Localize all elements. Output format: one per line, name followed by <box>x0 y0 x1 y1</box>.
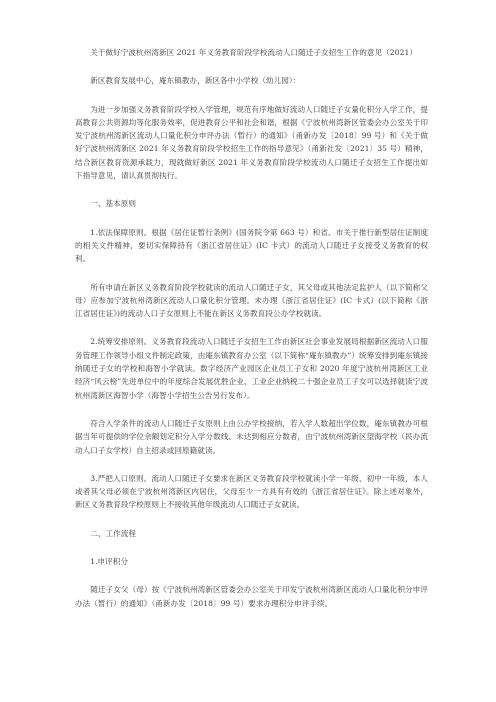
addressee: 新区教育发展中心，庵东镇教办，新区各中小学校（幼儿园）： <box>90 76 301 86</box>
intro-paragraph: 为进一步加强义务教育阶段学校入学管理，规范有序地做好流动人口随迁子女量化积分入学工作，提高教育公共资源均等化服务效率，促进教育公平和社会和谐，根据《宁波杭州湾新区管委会办公室关于印发宁波杭州湾新区流动人口量化积分申评办法（暂行）的通知》（甬新办发〔2018〕99 号）和《关于做好宁波杭州湾新区 2021 年义务教育阶段学校招生工作的指导意见》（甬新社发〔2021〕35 号）精神，结合新区教育资源承载力，现就做好新区 2021 年义务教育阶段学校流动人口随迁子女招生工作提出如下指导意见，请认真贯彻执行。 <box>75 104 428 181</box>
section-heading-basic-principles: 一、基本原则 <box>90 199 137 209</box>
document-title: 关于做好宁波杭州湾新区 2021 年义务教育阶段学校流动人口随迁子女招生工作的意见（2021） <box>90 48 417 57</box>
section-heading-workflow: 二、工作流程 <box>90 528 137 538</box>
principle-3-paragraph: 3.严把入口原则。流动人口随迁子女要求在新区义务教育段学校就读小学一年级、初中一年级，本人或者其父母必须在宁波杭州湾新区内居住，父母至少一方具有有效的《浙江省居住证》。除上述对象外，新区义务教育段学校原则上不接收其他年级流动人口随迁子女就读。 <box>75 473 428 510</box>
principle-1-detail-paragraph: 所有申请在新区义务教育阶段学校就读的流动人口随迁子女，其父母或其他法定监护人（以下简称父母）应参加宁波杭州湾新区流动人口量化积分管理。未办理《浙江省居住证》(IC 卡式）(以下简称《浙江省居住证》)的流动人口子女原则上不能在新区义务教育段公办学校就读。 <box>75 282 428 319</box>
step-1-paragraph: 随迁子女父（母）按《宁波杭州湾新区管委会办公室关于印发宁波杭州湾新区流动人口量化积分申评办法（暂行）的通知》（甬新办发〔2018〕99 号）要求办理积分申评手续。 <box>75 585 428 608</box>
principle-2-paragraph: 2.统筹安排原则。义务教育段流动人口随迁子女招生工作由新区社会事业发展局根据新区流动人口服务管理工作领导小组文件制定政策，由庵东镇教育办公室（以下简称“庵东镇教办”）统筹安排到庵东镇接纳随迁子女的学校和海智小学就读。数字经济产业园区企业员工子女和 2020 年度宁波杭州湾新区工业经济“风云榜”先进单位中的年度综合发展优胜企业、工业企业纳税二十强企业员工子女可以选择就读宁波杭州湾新区海智小学（海智小学招生公告另行发布）。 <box>75 337 428 400</box>
principle-2-detail-paragraph: 符合入学条件的流动人口随迁子女原则上由公办学校接纳，若入学人数超出学位数，庵东镇教办可根据当年可提供的学位余额划定积分入学分数线。未达到相应分数者，由宁波杭州湾新区望海学校（民办流动人口子女学校）自主招录或回原籍就读。 <box>75 418 428 455</box>
step-1-heading: 1.申评积分 <box>90 557 129 567</box>
document-body <box>75 46 428 625</box>
principle-1-paragraph: 1.依法保障原则。根据《居住证暂行条例》(国务院令第 663 号）和省、市关于推行新型居住证制度的相关文件精神，要切实保障持有《浙江省居住证》(IC 卡式）的流动人口随迁子女接受义务教育的权利。 <box>75 227 428 264</box>
